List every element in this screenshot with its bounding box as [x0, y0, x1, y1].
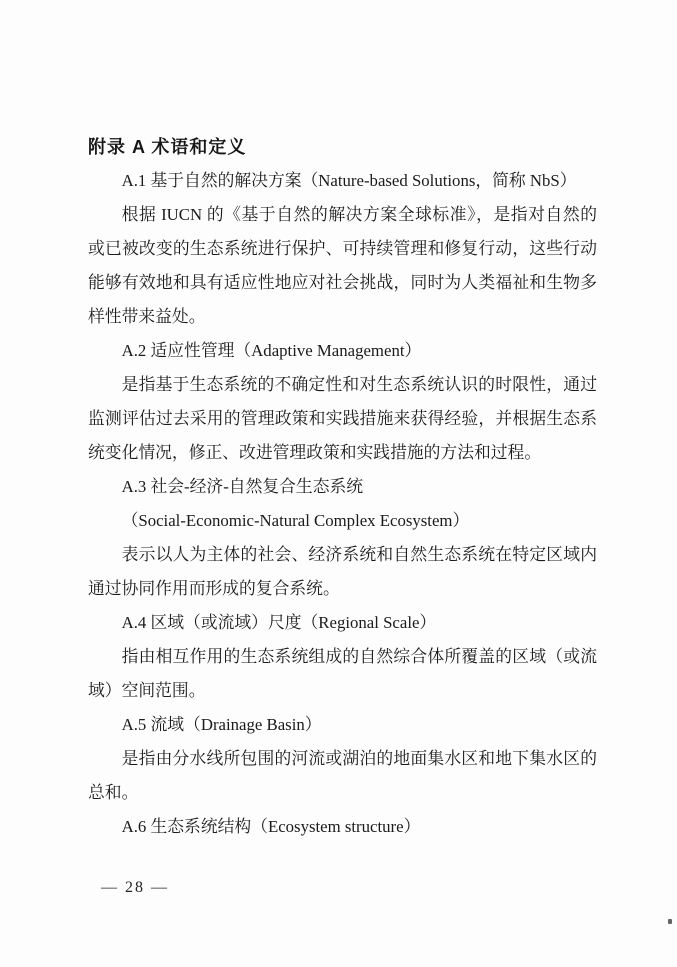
definition-a3: 表示以人为主体的社会、经济系统和自然生态系统在特定区域内通过协同作用而形成的复合系统。	[88, 545, 597, 598]
definition-a2: 是指基于生态系统的不确定性和对生态系统认识的时限性，通过监测评估过去采用的管理政策和实践措施来获得经验，并根据生态系统变化情况，修正、改进管理政策和实践措施的方法和过程。	[88, 375, 597, 462]
term-a1: A.1 基于自然的解决方案（Nature-based Solutions，简称 NbS）	[121, 171, 577, 190]
appendix-heading: 附录 A 术语和定义	[88, 137, 247, 157]
term-a3-english: （Social-Economic-Natural Complex Ecosystem）	[121, 511, 470, 530]
definition-a1: 根据 IUCN 的《基于自然的解决方案全球标准》，是指对自然的或已被改变的生态系统进行保护、可持续管理和修复行动，这些行动能够有效地和具有适应性地应对社会挑战，同时为人类福祉和生物多样性带来益处。	[88, 205, 597, 326]
page-number: — 28 —	[101, 879, 169, 896]
term-a4: A.4 区域（或流域）尺度（Regional Scale）	[121, 613, 437, 632]
term-a3: A.3 社会-经济-自然复合生态系统	[121, 477, 364, 496]
definition-a5: 是指由分水线所包围的河流或湖泊的地面集水区和地下集水区的总和。	[88, 749, 597, 802]
definition-a4: 指由相互作用的生态系统组成的自然综合体所覆盖的区域（或流域）空间范围。	[88, 647, 597, 700]
term-a2: A.2 适应性管理（Adaptive Management）	[121, 341, 422, 360]
term-a6: A.6 生态系统结构（Ecosystem structure）	[121, 817, 421, 836]
scan-speck-dot	[668, 919, 672, 924]
term-a5: A.5 流域（Drainage Basin）	[121, 715, 322, 734]
